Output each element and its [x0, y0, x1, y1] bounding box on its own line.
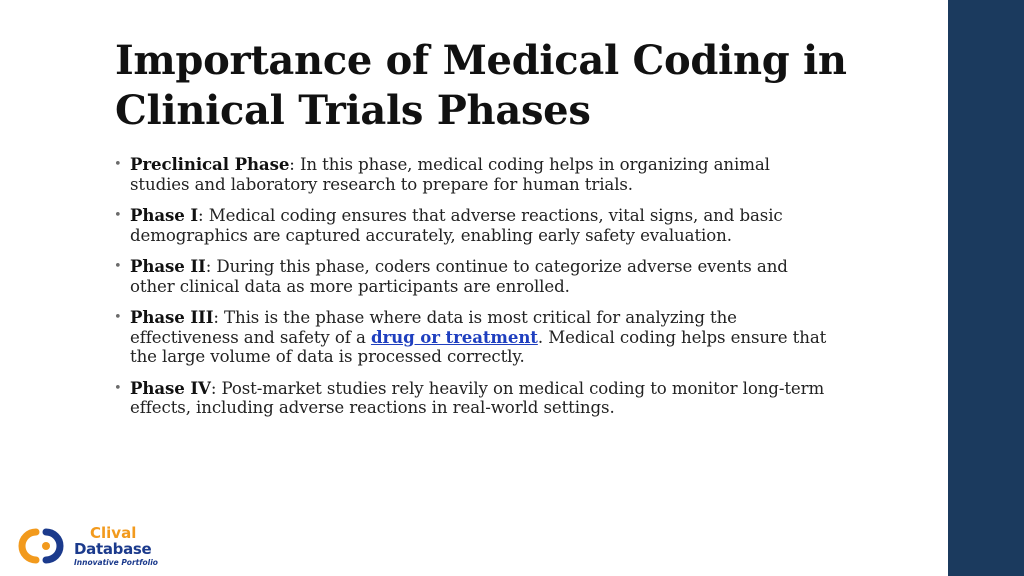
- bullet-text: : In this phase, medical coding helps in organizing animal studies and laboratory research to prepare for human trials.: [130, 155, 770, 194]
- drug-or-treatment-link[interactable]: drug or treatment: [370, 326, 538, 347]
- bullet-text: : During this phase, coders continue to categorize adverse events and other clinical data as more participants are enrolled.: [130, 257, 788, 296]
- bullet-text: : This is the phase where data is most critical for analyzing the effectiveness and safety of a: [130, 308, 737, 347]
- bullet-phase-1: [113, 206, 833, 245]
- bullet-term: Phase II: [130, 256, 206, 276]
- bullet-dot-icon: •: [114, 259, 122, 274]
- bullet-dot-icon: •: [114, 208, 122, 223]
- logo-mark-icon: [6, 524, 70, 568]
- decorative-side-bar: [948, 0, 1024, 576]
- clival-database-logo: [6, 522, 166, 570]
- bullet-text: : Medical coding ensures that adverse reactions, vital signs, and basic demographics are captured accurately, enabling early safety evaluation.: [130, 206, 783, 245]
- bullet-term: Preclinical Phase: [130, 154, 290, 174]
- bullet-term: Phase I: [130, 205, 199, 225]
- bullet-term: Phase IV: [130, 377, 211, 398]
- bullet-text-continued: . Medical coding helps ensure that the large volume of data is processed correctly.: [130, 327, 827, 366]
- bullet-phase-3: [113, 308, 833, 367]
- bullet-list: [113, 155, 833, 430]
- bullet-dot-icon: •: [114, 157, 122, 172]
- slide-title: Importance of Medical Coding in Clinical Trials Phases: [115, 37, 847, 134]
- bullet-phase-4: [113, 379, 833, 418]
- bullet-preclinical-phase: [113, 155, 833, 194]
- logo-text-database: Database: [74, 540, 152, 558]
- logo-tagline: Innovative Portfolio: [74, 558, 158, 567]
- bullet-dot-icon: •: [114, 310, 122, 325]
- logo-text-clival: Clival: [90, 524, 137, 542]
- bullet-dot-icon: •: [114, 380, 122, 396]
- bullet-term: Phase III: [130, 307, 214, 327]
- bullet-text: : Post-market studies rely heavily on medical coding to monitor long-term effects, including adverse reactions in real-world settings.: [130, 378, 825, 417]
- bullet-phase-2: [113, 257, 833, 296]
